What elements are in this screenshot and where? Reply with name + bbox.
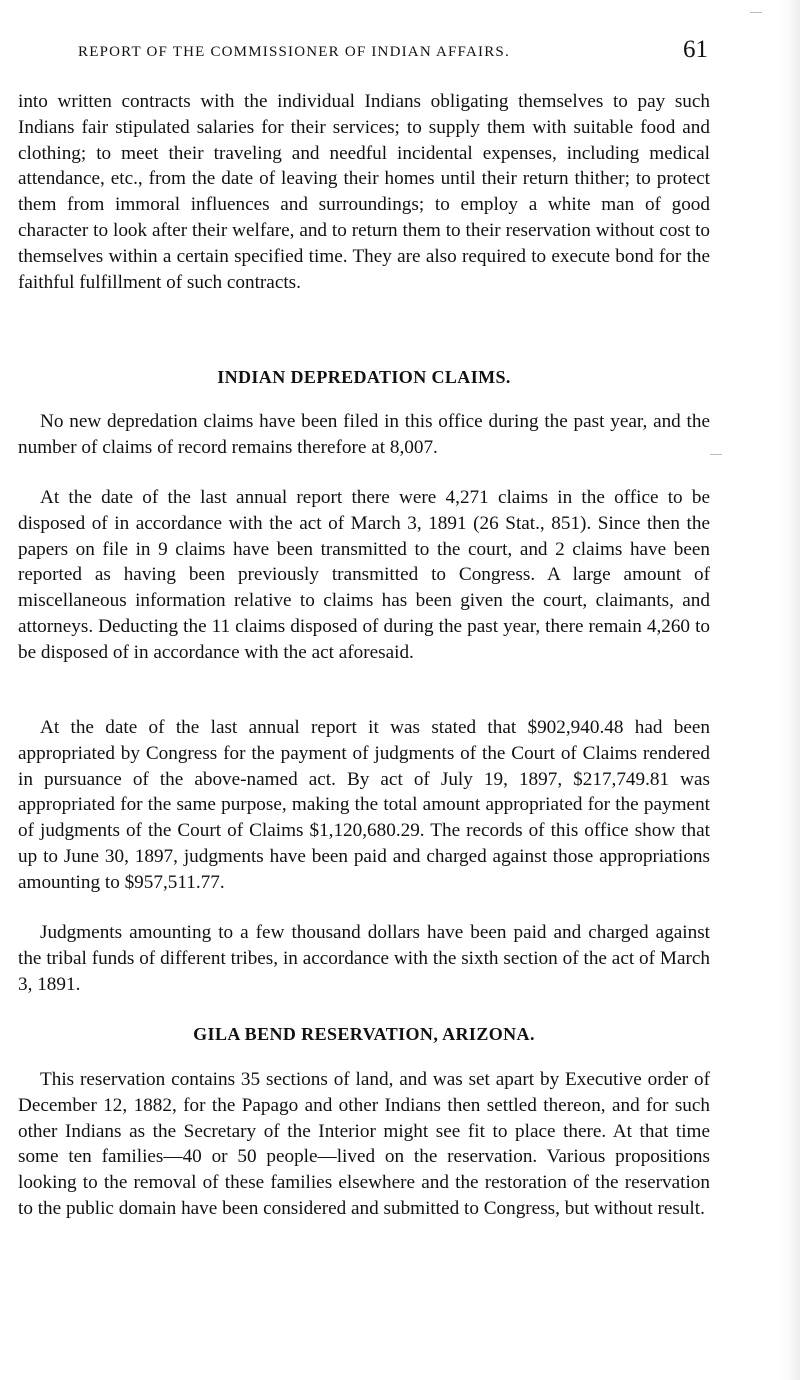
scan-mark-top bbox=[750, 12, 762, 13]
page-number: 61 bbox=[683, 36, 708, 63]
page-edge-shadow bbox=[780, 0, 800, 1380]
depredation-paragraph-4: Judgments amounting to a few thousand dollars have been paid and charged against the tribal funds of different tribes, in accordance with the sixth section of the act of March 3, 1891. bbox=[18, 922, 710, 995]
page-header bbox=[78, 36, 708, 68]
scan-mark-middle bbox=[710, 454, 722, 455]
depredation-paragraph-1: No new depredation claims have been filed in this office during the past year, and the number of claims of record remains therefore at 8,007. bbox=[18, 411, 710, 458]
depredation-paragraph-3: At the date of the last annual report it was stated that $902,940.48 had been appropriated by Congress for the payment of judgments of the Court of Claims rendered in pursuance of the above-named act. By act of July 19, 1897, $217,749.81 was appropriated for the same purpose, making the total amount appropriated for the payment of judgments of the Court of Claims $1,120,680.29. The records of this office show that up to June 30, 1897, judgments have been paid and charged against those appropriations amounting to $957,511.77. bbox=[18, 717, 710, 893]
section-heading-gila-bend: GILA BEND RESERVATION, ARIZONA. bbox=[193, 1024, 535, 1044]
running-head: REPORT OF THE COMMISSIONER OF INDIAN AFFAIRS. bbox=[78, 44, 510, 60]
depredation-paragraph-2: At the date of the last annual report there were 4,271 claims in the office to be disposed of in accordance with the act of March 3, 1891 (26 Stat., 851). Since then the papers on file in 9 claims have been transmitted to the court, and 2 claims have been reported as having been previously transmitted to Congress. A large amount of miscellaneous information relative to claims has been given the court, claimants, and attorneys. Deducting the 11 claims disposed of during the past year, there remain 4,260 to be disposed of in accordance with the act aforesaid. bbox=[18, 487, 710, 663]
section-heading-depredation-claims: INDIAN DEPREDATION CLAIMS. bbox=[217, 367, 511, 387]
opening-paragraph: into written contracts with the individual Indians obligating themselves to pay such Indians fair stipulated salaries for their services; to supply them with suitable food and clothing; to meet their traveling and needful incidental expenses, including medical attendance, etc., from the date of leaving their homes until their return thither; to protect them from immoral influences and surroundings; to employ a white man of good character to look after their welfare, and to return them to their reservation without cost to themselves within a certain specified time. They are also required to execute bond for the faithful fulfillment of such contracts. bbox=[18, 91, 710, 293]
gila-bend-paragraph-1: This reservation contains 35 sections of land, and was set apart by Executive order of December 12, 1882, for the Papago and other Indians then settled thereon, and for such other Indians as the Secretary of the Interior might see fit to place there. At that time some ten families—40 or 50 people—lived on the reservation. Various propositions looking to the removal of these families elsewhere and the restoration of the reservation to the public domain have been considered and submitted to Congress, but without result. bbox=[18, 1069, 710, 1219]
